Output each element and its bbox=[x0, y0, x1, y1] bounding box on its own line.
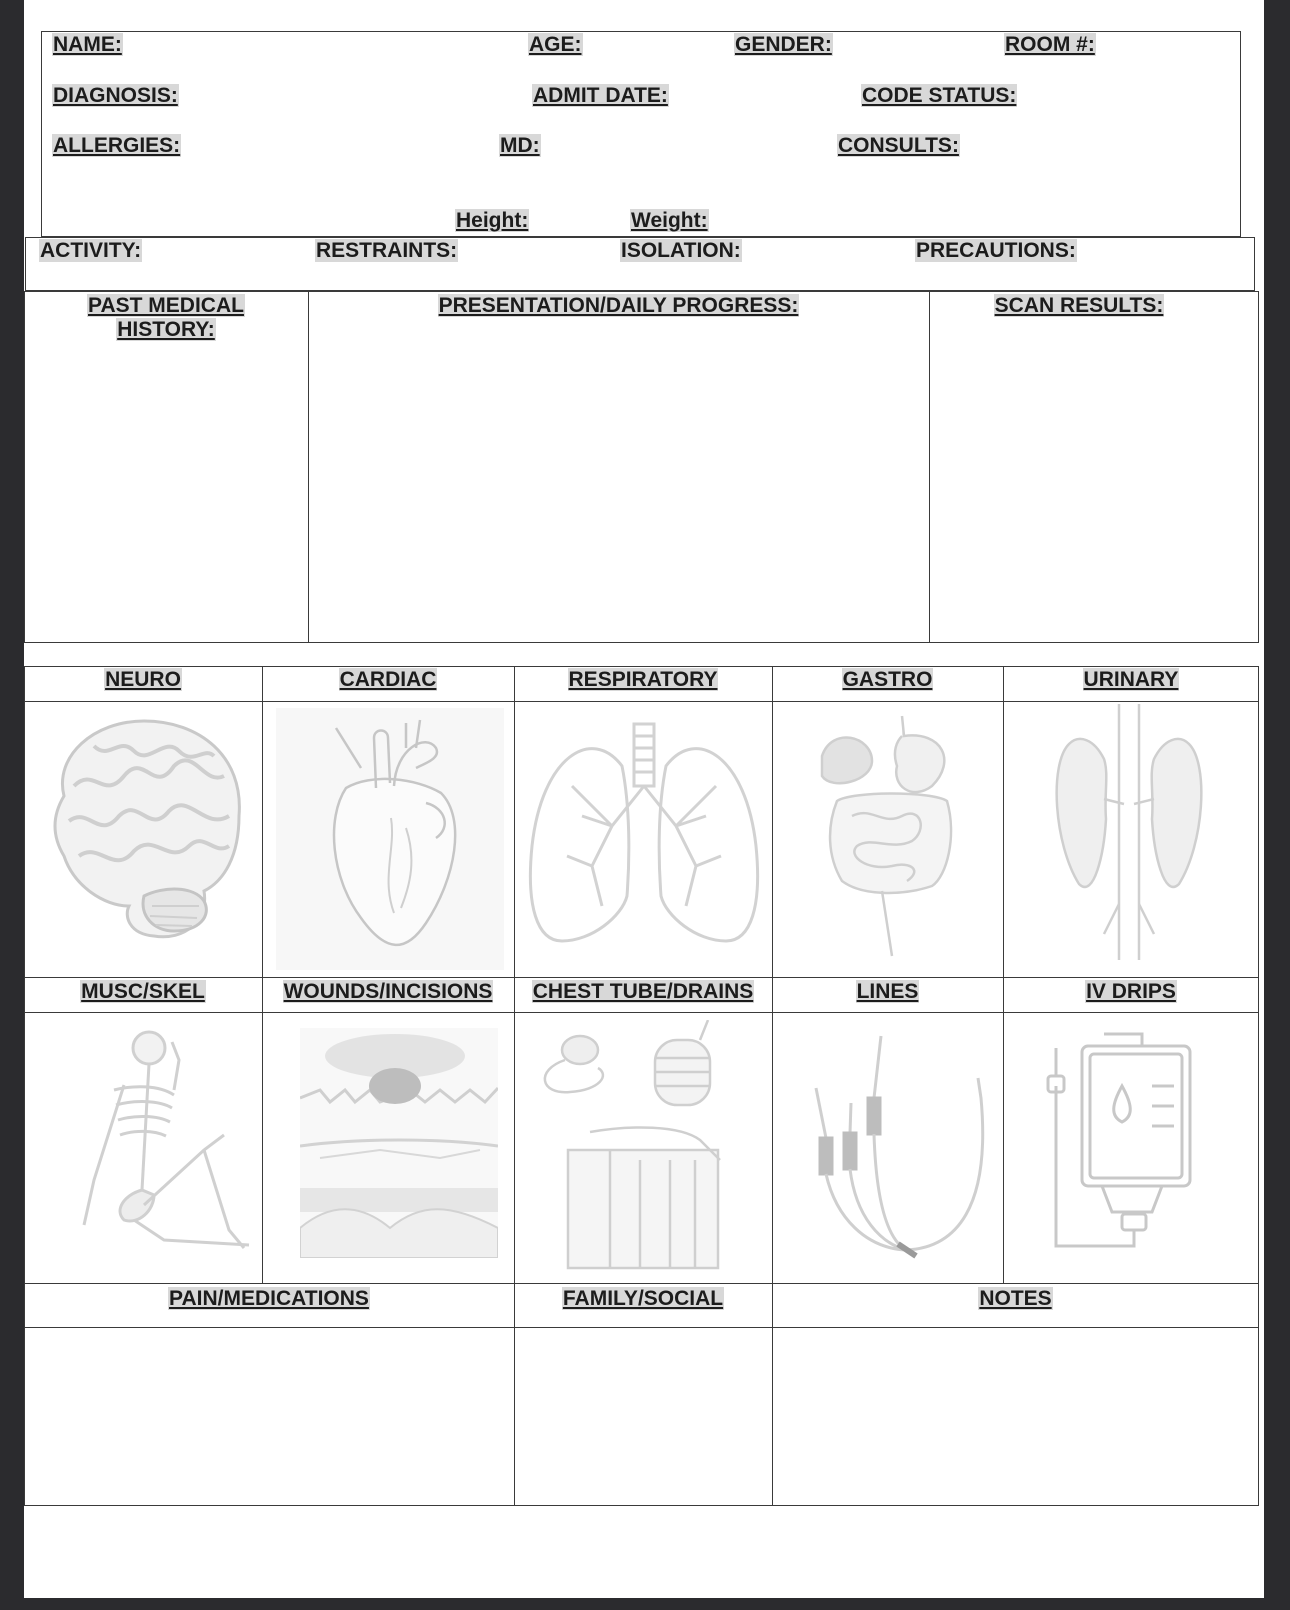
md-label: MD: bbox=[500, 134, 540, 157]
pain-medications-title: PAIN/MEDICATIONS bbox=[169, 1287, 369, 1310]
wounds-title: WOUNDS/INCISIONS bbox=[283, 980, 493, 1003]
brain-icon bbox=[34, 706, 254, 946]
grid-line-v4 bbox=[1003, 666, 1004, 1283]
neuro-title: NEURO bbox=[105, 668, 181, 691]
name-label: NAME: bbox=[53, 33, 122, 56]
height-label: Height: bbox=[456, 209, 529, 232]
grid-line-h5 bbox=[24, 1327, 1259, 1328]
lungs-icon bbox=[522, 716, 766, 952]
patient-info-box bbox=[41, 31, 1241, 237]
gastro-title: GASTRO bbox=[842, 668, 933, 691]
scan-results-title: SCAN RESULTS: bbox=[994, 294, 1164, 317]
grid-line-v1 bbox=[262, 666, 263, 1283]
notes-title: NOTES bbox=[979, 1287, 1052, 1310]
consults-label: CONSULTS: bbox=[838, 134, 959, 157]
iv-drips-title: IV DRIPS bbox=[1086, 980, 1176, 1003]
grid-line-h4 bbox=[24, 1283, 1259, 1284]
chest-tube-title: CHEST TUBE/DRAINS bbox=[532, 980, 754, 1003]
family-social-title: FAMILY/SOCIAL bbox=[562, 1287, 724, 1310]
isolation-label: ISOLATION: bbox=[621, 239, 741, 262]
chest-drain-icon bbox=[530, 1020, 758, 1274]
activity-label: ACTIVITY: bbox=[40, 239, 142, 262]
presentation-title: PRESENTATION/DAILY PROGRESS: bbox=[438, 294, 799, 317]
respiratory-title: RESPIRATORY bbox=[568, 668, 718, 691]
restraints-label: RESTRAINTS: bbox=[316, 239, 458, 262]
musc-skel-title: MUSC/SKEL bbox=[81, 980, 205, 1003]
heart-icon bbox=[276, 708, 504, 970]
admit-date-label: ADMIT DATE: bbox=[533, 84, 668, 107]
iv-bag-icon bbox=[1042, 1026, 1212, 1258]
grid-line-h3 bbox=[24, 1012, 1259, 1013]
skeleton-icon bbox=[54, 1020, 254, 1266]
history-box bbox=[24, 291, 1259, 643]
urinary-title: URINARY bbox=[1083, 668, 1179, 691]
diagnosis-label: DIAGNOSIS: bbox=[53, 84, 178, 107]
age-label: AGE: bbox=[529, 33, 582, 56]
gender-label: GENDER: bbox=[735, 33, 832, 56]
room-label: ROOM #: bbox=[1005, 33, 1095, 56]
care-sheet bbox=[24, 0, 1264, 1598]
grid-line-h1 bbox=[24, 701, 1259, 702]
lines-title: LINES bbox=[856, 980, 919, 1003]
weight-label: Weight: bbox=[631, 209, 708, 232]
digestive-icon bbox=[812, 706, 972, 962]
grid-line-v3 bbox=[772, 666, 773, 1506]
precautions-label: PRECAUTIONS: bbox=[916, 239, 1076, 262]
grid-line-h2 bbox=[24, 977, 1259, 978]
allergies-label: ALLERGIES: bbox=[53, 134, 181, 157]
history-divider-1 bbox=[308, 291, 309, 643]
grid-line-v2 bbox=[514, 666, 515, 1506]
wound-icon bbox=[300, 1028, 498, 1258]
cardiac-title: CARDIAC bbox=[339, 668, 437, 691]
code-status-label: CODE STATUS: bbox=[862, 84, 1017, 107]
catheter-lines-icon bbox=[786, 1028, 996, 1262]
kidneys-icon bbox=[1054, 704, 1204, 960]
history-divider-2 bbox=[929, 291, 930, 643]
past-medical-history-title: PAST MEDICAL HISTORY: bbox=[88, 294, 244, 341]
